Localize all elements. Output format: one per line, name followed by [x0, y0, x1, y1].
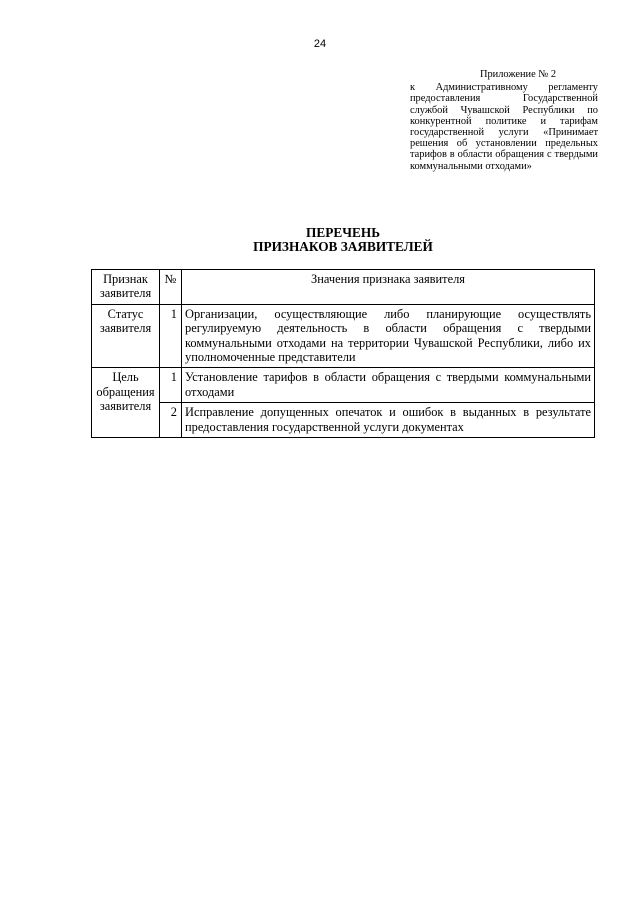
- header-value: Значения признака заявителя: [182, 270, 595, 305]
- table-row: [92, 368, 595, 403]
- value-cell: Исправление допущенных опечаток и ошибок в выданных в результате предоставления государственной услуги документах: [182, 403, 595, 438]
- header-attribute: Признак заявителя: [92, 270, 160, 305]
- appendix-number: Приложение № 2: [479, 69, 557, 80]
- applicant-attributes-table: [91, 269, 595, 438]
- attribute-cell: Статус заявителя: [92, 304, 160, 368]
- page-number: 24: [313, 38, 327, 50]
- row-number: 2: [160, 403, 182, 438]
- value-cell: Установление тарифов в области обращения с твердыми коммунальными отходами: [182, 368, 595, 403]
- table-row: [92, 304, 595, 368]
- appendix-text: к Административному регламенту предоставления Государственной службой Чувашской Республики по конкурентной политике и тарифам государственной услуги «Принимает решения об установлении предельных тарифов в области обращения с твердыми коммунальными отходами»: [410, 82, 598, 172]
- title-line-1: ПЕРЕЧЕНЬ: [306, 225, 380, 240]
- table-header-row: [92, 270, 595, 305]
- document-title: [0, 226, 640, 254]
- value-cell: Организации, осуществляющие либо планирующие осуществлять регулируемую деятельность в области обращения с твердыми коммунальными отходами на территории Чувашской Республики, либо их уполномоченные представители: [182, 304, 595, 368]
- title-line-2: ПРИЗНАКОВ ЗАЯВИТЕЛЕЙ: [253, 239, 433, 254]
- attribute-cell: Цель обращения заявителя: [92, 368, 160, 438]
- header-number: №: [160, 270, 182, 305]
- row-number: 1: [160, 368, 182, 403]
- table-row: [92, 403, 595, 438]
- appendix-block: [410, 69, 598, 172]
- row-number: 1: [160, 304, 182, 368]
